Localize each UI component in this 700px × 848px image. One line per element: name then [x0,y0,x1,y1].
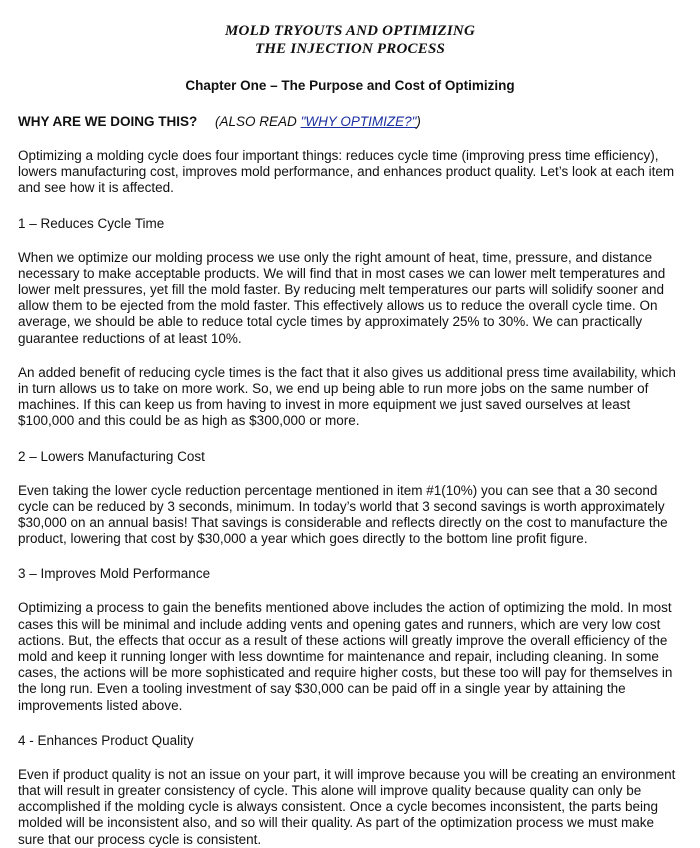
section-paragraph: Even taking the lower cycle reduction percentage mentioned in item #1(10%) you can see that a 30 second cycle can be reduced by 3 seconds, minimum. In today’s world that 3 second savings is worth approximately $30,000 on an annual basis! That savings is considerable and reflects directly on the cost to manufacture the product, lowering that cost by $30,000 a year which goes directly to the bottom line profit figure. [18,482,668,547]
why-heading-line [18,114,682,130]
why-optimize-link[interactable]: "WHY OPTIMIZE?" [300,114,417,129]
also-read-note [215,114,421,129]
section-paragraph: When we optimize our molding process we use only the right amount of heat, time, pressure, and distance necessary to make acceptable products. We will find that in most cases we can lower melt temperatures and lower melt pressures, yet fill the mold faster. By reducing melt temperatures our parts will solidify sooner and allow them to be ejected from the mold faster. This effectively allows us to reduce the overall cycle time. On average, we should be able to reduce total cycle times by approximately 25% to 30%. We can practically guarantee reductions of at least 10%. [18,249,666,346]
also-read-suffix: ) [416,114,421,129]
section-heading-cycle-time: 1 – Reduces Cycle Time [18,215,165,231]
section-paragraph: Even if product quality is not an issue on your part, it will improve because you will be creating an environment that will result in greater consistency of cycle. This alone will improve quality because quality can only be accomplished if the molding cycle is always consistent. Once a cycle becomes inconsistent, the parts being molded will be inconsistent also, and so will their quality. As part of the optimization process we must make sure that our process cycle is consistent. [18,766,676,847]
section-paragraph: Optimizing a process to gain the benefits mentioned above includes the action of optimizing the mold. In most cases this will be minimal and include adding vents and opening gates and runners, which are very low cost actions. But, the effects that occur as a result of these actions will greatly improve the overall efficiency of the mold and keep it running longer with less downtime for maintenance and repair, including cleaning. In some cases, the actions will be more sophisticated and require higher costs, but these too will pay for themselves in the long run. Even a tooling investment of say $30,000 can be paid off in a single year by attaining the improvements listed above. [18,600,673,713]
document-title-line-2: THE INJECTION PROCESS [254,41,446,57]
document-page [18,22,682,848]
section-heading-manufacturing-cost: 2 – Lowers Manufacturing Cost [18,448,205,464]
document-title-line-1: MOLD TRYOUTS AND OPTIMIZING [225,23,475,39]
why-question: WHY ARE WE DOING THIS? [18,114,198,129]
document-title [18,22,682,58]
chapter-heading: Chapter One – The Purpose and Cost of Optimizing [185,78,515,93]
also-read-prefix: (ALSO READ [215,114,301,129]
section-heading-mold-performance: 3 – Improves Mold Performance [18,566,211,582]
intro-paragraph: Optimizing a molding cycle does four important things: reduces cycle time (improving press time efficiency), lowers manufacturing cost, improves mold performance, and enhances product quality. Let’s look at each item and see how it is affected. [18,148,675,196]
section-heading-product-quality: 4 - Enhances Product Quality [18,732,194,748]
section-paragraph: An added benefit of reducing cycle times is the fact that it also gives us additional press time availability, which in turn allows us to take on more work. So, we end up being able to run more jobs on the same number of machines. If this can keep us from having to invest in more equipment we just saved ourselves at least $100,000 and this could be as high as $300,000 or more. [18,364,676,429]
